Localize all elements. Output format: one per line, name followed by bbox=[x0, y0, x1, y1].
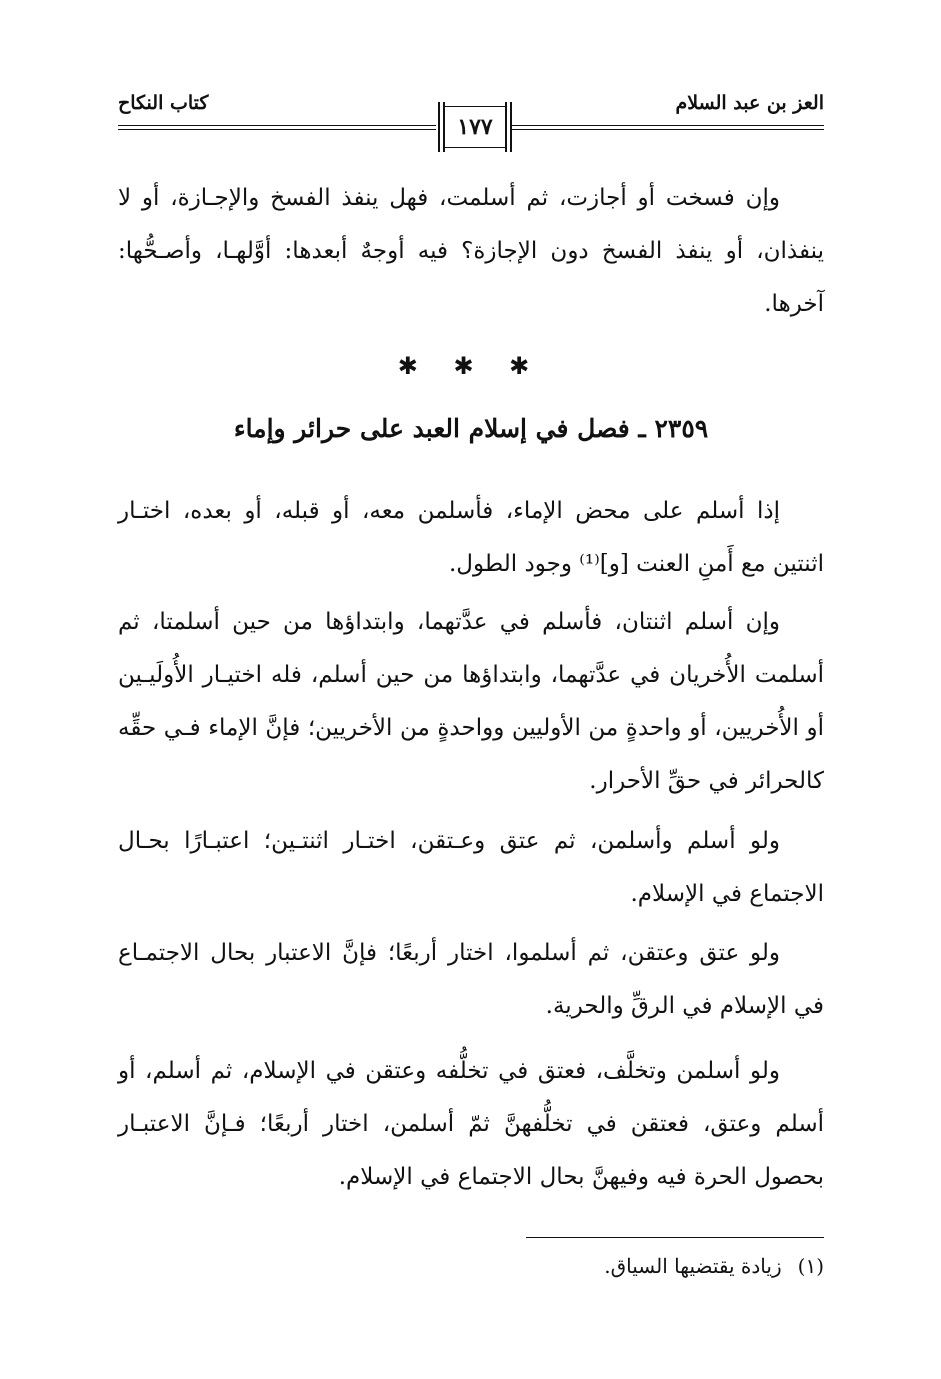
footnote-number: (١) bbox=[797, 1254, 824, 1278]
author-title: العز بن عبد السلام bbox=[675, 92, 824, 114]
section-separator: ✱ ✱ ✱ bbox=[397, 352, 544, 380]
section-heading: ٢٣٥٩ ـ فصل في إسلام العبد على حرائر وإماء bbox=[233, 414, 709, 443]
paragraph-3: ولو أسلم وأسلمن، ثم عتق وعـتقن، اختـار اثنتـين؛ اعتبـارًا بحـال الاجتماع في الإسلام. bbox=[118, 828, 824, 907]
paragraph-2: وإن أسلم اثنتان، فأسلم في عدَّتهما، وابتداؤها من حين أسلمتا، ثم أسلمت الأُخريان في عدَّتهما، وابتداؤها من حين أسلم، فله اختيـار الأُولَيـين أو الأُخريين، أو واحدةٍ من الأوليين وواحدةٍ من الأخريين؛ فإنَّ الإماء فـي حقِّه كالحرائر في حقِّ الأحرار. bbox=[118, 609, 824, 794]
page-number-frame bbox=[438, 102, 512, 152]
footnote-text: زيادة يقتضيها السياق. bbox=[604, 1254, 782, 1278]
paragraph-4: ولو عتق وعتقن، ثم أسلموا، اختار أربعًا؛ فإنَّ الاعتبار بحال الاجتمـاع في الإسلام في الرقِّ والحرية. bbox=[118, 940, 824, 1019]
paragraph-continued: وإن فسخت أو أجازت، ثم أسلمت، فهل ينفذ الفسخ والإجـازة، أو لا ينفذان، أو ينفذ الفسخ دون الإجازة؟ فيه أوجهٌ أبعدها: أوَّلهـا، وأصـحُّها: آخرها. bbox=[118, 185, 824, 317]
running-header bbox=[118, 92, 824, 156]
page-number: ١٧٧ bbox=[457, 114, 493, 140]
footnote-rule bbox=[526, 1237, 824, 1238]
paragraph-1: إذا أسلم على محض الإماء، فأسلمن معه، أو قبله، أو بعده، اختـار اثنتين مع أَمنِ العنت [و]⁽¹⁾ وجود الطول. bbox=[118, 498, 824, 577]
header-rule-left bbox=[118, 125, 436, 130]
frame-top-line bbox=[445, 106, 505, 107]
book-title: كتاب النكاح bbox=[118, 92, 209, 114]
header-rule-right bbox=[510, 125, 824, 130]
frame-bottom-line bbox=[445, 147, 505, 148]
paragraph-5: ولو أسلمن وتخلَّف، فعتق في تخلُّفه وعتقن في الإسلام، ثم أسلم، أو أسلم وعتق، فعتقن في تخلُّفهنَّ ثمّ أسلمن، اختار أربعًا؛ فـإنَّ الاعتبـار بحصول الحرة فيه وفيهنَّ بحال الاجتماع في الإسلام. bbox=[118, 1058, 824, 1190]
footnote bbox=[324, 1254, 824, 1278]
